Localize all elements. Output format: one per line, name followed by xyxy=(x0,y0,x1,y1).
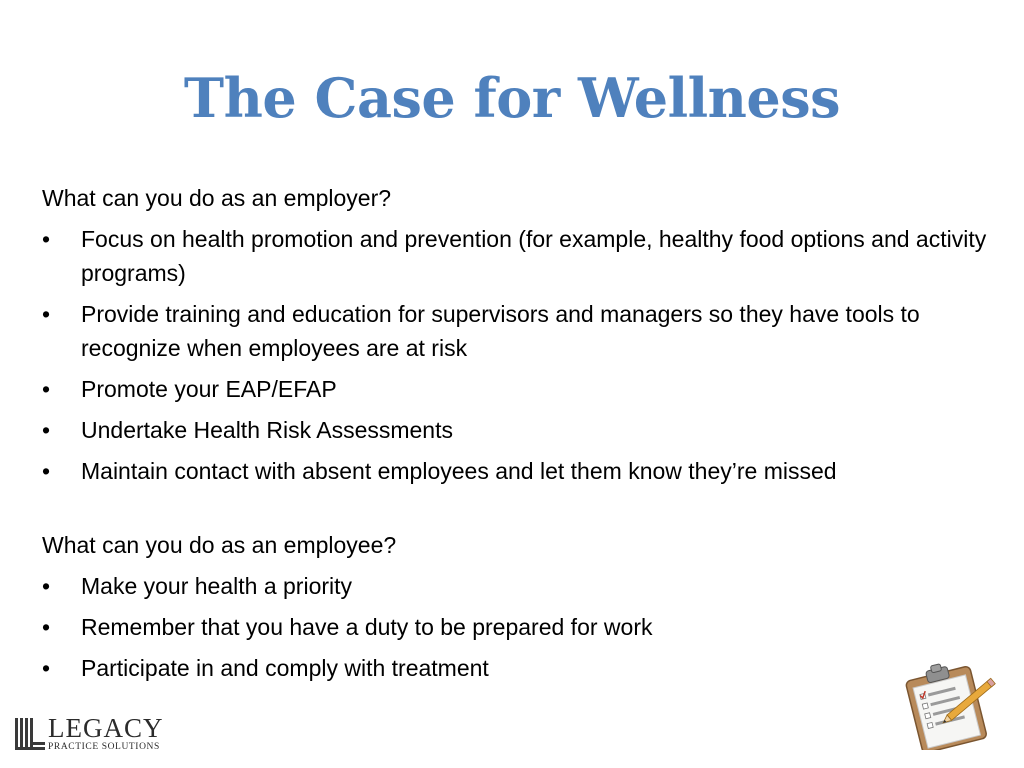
legacy-logo xyxy=(14,714,174,756)
employer-bullet-text: Provide training and education for supervisors and managers so they have tools to recognize when employees are at risk xyxy=(81,301,920,361)
employer-bullet-text: Focus on health promotion and prevention (for example, healthy food options and activity programs) xyxy=(81,226,987,286)
employee-bullet-item xyxy=(42,651,992,685)
employer-bullet-list xyxy=(42,222,992,488)
bullet-glyph: • xyxy=(42,655,51,681)
bullet-glyph: • xyxy=(42,376,51,402)
bullet-glyph: • xyxy=(42,573,51,599)
employee-bullet-text: Remember that you have a duty to be prepared for work xyxy=(81,614,653,640)
section-spacer xyxy=(42,488,992,528)
employer-bullet-text: Maintain contact with absent employees and let them know they’re missed xyxy=(81,458,837,484)
employee-bullet-list xyxy=(42,569,992,685)
bullet-glyph: • xyxy=(42,226,51,252)
logo-tagline: PRACTICE SOLUTIONS xyxy=(48,742,160,752)
employer-section-heading: What can you do as an employer? xyxy=(42,185,392,211)
employee-bullet-item xyxy=(42,610,992,644)
employee-bullet-text: Make your health a priority xyxy=(81,573,353,599)
bullet-glyph: • xyxy=(42,458,51,484)
legacy-logo-mark-icon xyxy=(14,716,46,752)
clipboard-checklist-icon xyxy=(896,658,1000,750)
employee-section-heading: What can you do as an employee? xyxy=(42,532,397,558)
employer-bullet-item xyxy=(42,413,992,447)
employer-bullet-item xyxy=(42,222,992,290)
employer-bullet-text: Undertake Health Risk Assessments xyxy=(81,417,453,443)
employer-bullet-item xyxy=(42,297,992,365)
bullet-glyph: • xyxy=(42,301,51,327)
employer-bullet-item xyxy=(42,454,992,488)
bullet-glyph: • xyxy=(42,417,51,443)
employer-bullet-text: Promote your EAP/EFAP xyxy=(81,376,337,402)
employee-bullet-text: Participate in and comply with treatment xyxy=(81,655,489,681)
slide-body xyxy=(42,181,992,685)
employee-bullet-item xyxy=(42,569,992,603)
slide-title: The Case for Wellness xyxy=(183,66,841,130)
employer-bullet-item xyxy=(42,372,992,406)
logo-name: LEGACY xyxy=(48,713,164,743)
bullet-glyph: • xyxy=(42,614,51,640)
